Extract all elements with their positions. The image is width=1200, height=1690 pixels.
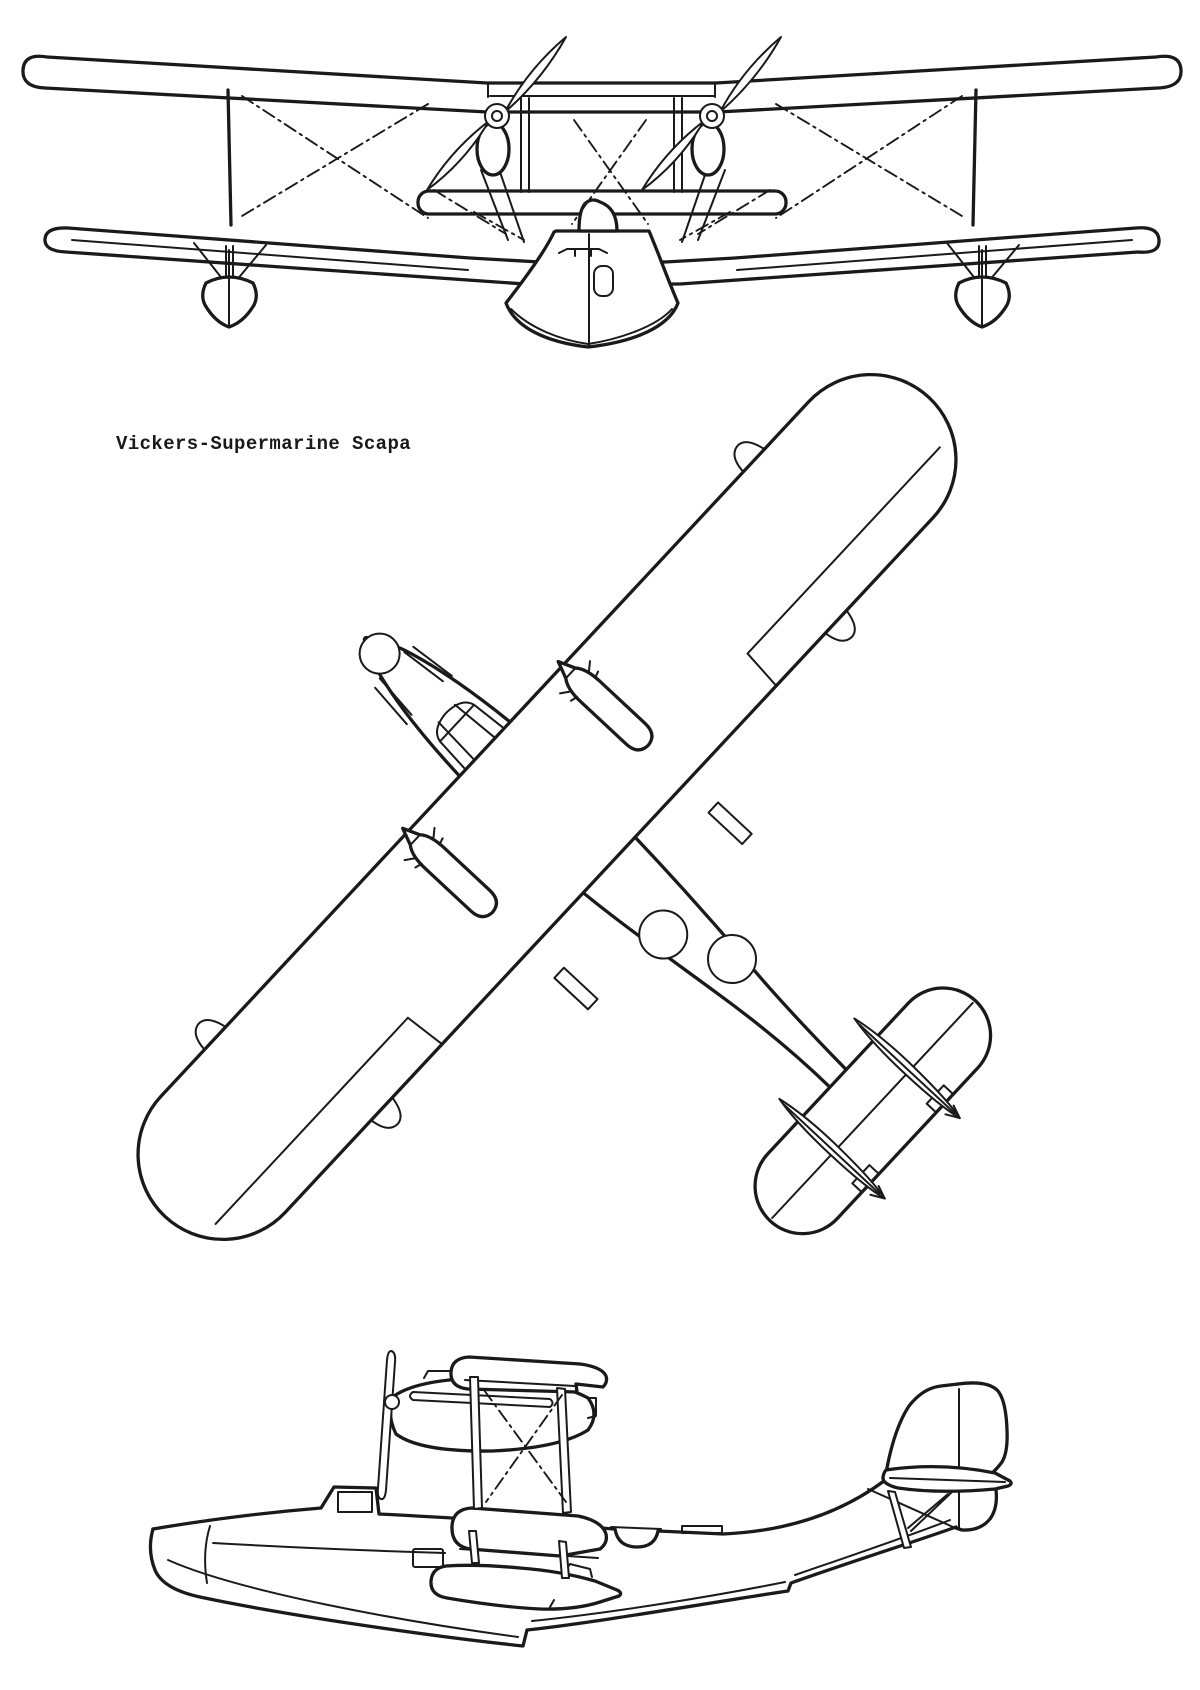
plan-view-drawing bbox=[0, 228, 1200, 1567]
front-view-drawing bbox=[23, 37, 1181, 347]
figure-caption: Vickers-Supermarine Scapa bbox=[116, 433, 412, 455]
side-view-drawing bbox=[150, 1351, 1011, 1646]
